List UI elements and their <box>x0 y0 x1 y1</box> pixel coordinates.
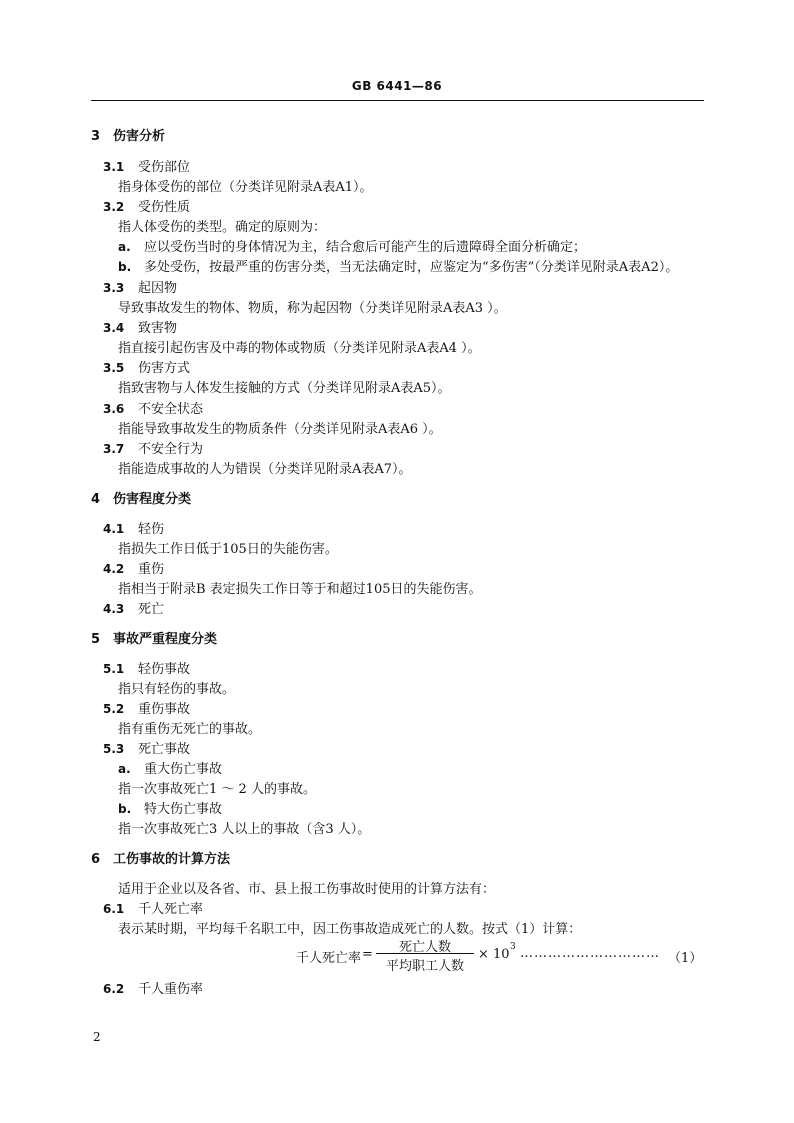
subsection-3-1-body: 指身体受伤的部位（分类详见附录A表A1）。 <box>118 180 373 195</box>
subsection-4-2-heading <box>103 558 164 577</box>
subsection-6-2-heading <box>103 978 203 997</box>
subsection-5-1-body: 指只有轻伤的事故。 <box>118 682 236 697</box>
subsection-title: 重伤事故 <box>138 702 191 717</box>
formula-leader-dots: ………………………… <box>520 946 660 961</box>
list-item-3-2-b <box>118 256 678 275</box>
formula-exponent: 3 <box>510 942 516 952</box>
subsection-number: 4.1 <box>103 522 125 536</box>
subsection-5-2-body: 指有重伤无死亡的事故。 <box>118 722 262 737</box>
subsection-title: 千人死亡率 <box>138 902 204 917</box>
subsection-title: 不安全行为 <box>138 442 204 457</box>
subsection-number: 6.1 <box>103 902 125 916</box>
section-number: 5 <box>91 632 101 647</box>
subsection-3-1-heading <box>103 156 190 175</box>
subsection-number: 3.3 <box>103 281 125 295</box>
subsection-4-3-heading <box>103 598 164 617</box>
list-item-label: b. <box>118 260 132 274</box>
subsection-title: 起因物 <box>138 281 178 296</box>
subsection-number: 4.3 <box>103 602 125 616</box>
subsection-title: 重伤 <box>138 562 165 577</box>
subsection-3-5-heading <box>103 357 190 376</box>
subsection-number: 3.5 <box>103 361 125 375</box>
list-item-5-3-a-body: 指一次事故死亡1 ～ 2 人的事故。 <box>118 782 316 797</box>
list-item-5-3-b-body: 指一次事故死亡3 人以上的事故（含3 人）。 <box>118 822 371 837</box>
list-item-text: 特大伤亡事故 <box>144 802 223 817</box>
subsection-number: 3.2 <box>103 200 125 214</box>
subsection-3-4-heading <box>103 317 177 336</box>
subsection-number: 6.2 <box>103 982 125 996</box>
subsection-title: 死亡事故 <box>138 742 191 757</box>
subsection-5-2-heading <box>103 698 190 717</box>
subsection-title: 轻伤事故 <box>138 662 191 677</box>
subsection-number: 5.2 <box>103 702 125 716</box>
list-item-5-3-b <box>118 798 222 817</box>
standard-code-header: GB 6441—86 <box>351 79 443 93</box>
subsection-3-7-heading <box>103 438 203 457</box>
subsection-number: 5.3 <box>103 742 125 756</box>
list-item-text: 多处受伤，按最严重的伤害分类，当无法确定时，应鉴定为“多伤害”（分类详见附录A表A2）。 <box>144 260 679 275</box>
formula-numerator: 死亡人数 <box>398 940 451 955</box>
formula-equals: = <box>362 947 373 962</box>
page-number: 2 <box>93 1030 101 1044</box>
subsection-title: 受伤部位 <box>138 160 191 175</box>
subsection-4-1-heading <box>103 518 164 537</box>
subsection-4-1-body: 指损失工作日低于105日的失能伤害。 <box>118 542 338 557</box>
subsection-number: 5.1 <box>103 662 125 676</box>
subsection-number: 4.2 <box>103 562 125 576</box>
subsection-3-6-heading <box>103 398 203 417</box>
section-title: 伤害程度分类 <box>113 492 192 507</box>
subsection-3-2-body: 指人体受伤的类型。确定的原则为： <box>118 220 327 235</box>
subsection-3-5-body: 指致害物与人体发生接触的方式（分类详见附录A表A5）。 <box>118 381 451 396</box>
formula-number: （1） <box>668 951 703 966</box>
subsection-title: 死亡 <box>138 602 165 617</box>
section-number: 6 <box>91 852 101 867</box>
section-number: 3 <box>91 129 101 144</box>
section-6-heading <box>91 848 230 867</box>
subsection-number: 3.4 <box>103 321 125 335</box>
list-item-5-3-a <box>118 758 222 777</box>
subsection-title: 不安全状态 <box>138 402 204 417</box>
list-item-label: a. <box>118 762 131 776</box>
section-title: 伤害分析 <box>113 129 166 144</box>
subsection-3-6-body: 指能导致事故发生的物质条件（分类详见附录A表A6 ）。 <box>118 422 442 437</box>
formula-lhs: 千人死亡率 <box>296 951 362 966</box>
subsection-number: 3.7 <box>103 442 125 456</box>
header-rule <box>91 100 704 101</box>
section-3-heading <box>91 125 165 144</box>
subsection-number: 3.6 <box>103 402 125 416</box>
subsection-3-7-body: 指能造成事故的人为错误（分类详见附录A表A7）。 <box>118 462 412 477</box>
section-5-heading <box>91 628 217 647</box>
subsection-5-1-heading <box>103 658 190 677</box>
subsection-3-2-heading <box>103 196 190 215</box>
subsection-title: 轻伤 <box>138 522 165 537</box>
section-title: 事故严重程度分类 <box>113 632 218 647</box>
subsection-4-2-body: 指相当于附录B 表定损失工作日等于和超过105日的失能伤害。 <box>118 582 482 597</box>
formula-multiplier: × 10 <box>478 947 510 962</box>
section-number: 4 <box>91 492 101 507</box>
fraction-bar <box>376 953 474 954</box>
subsection-title: 受伤性质 <box>138 200 191 215</box>
subsection-3-3-body: 导致事故发生的物体、物质，称为起因物（分类详见附录A表A3 ）。 <box>118 301 507 316</box>
section-4-heading <box>91 488 191 507</box>
subsection-title: 千人重伤率 <box>138 982 204 997</box>
subsection-5-3-heading <box>103 738 190 757</box>
section-title: 工伤事故的计算方法 <box>113 852 231 867</box>
subsection-title: 致害物 <box>138 321 178 336</box>
subsection-title: 伤害方式 <box>138 361 191 376</box>
list-item-label: b. <box>118 802 132 816</box>
list-item-label: a. <box>118 240 131 254</box>
subsection-number: 3.1 <box>103 160 125 174</box>
subsection-6-1-heading <box>103 898 203 917</box>
subsection-6-1-body: 表示某时期，平均每千名职工中，因工伤事故造成死亡的人数。按式（1）计算： <box>118 922 582 937</box>
list-item-text: 重大伤亡事故 <box>144 762 223 777</box>
list-item-3-2-a <box>118 236 586 255</box>
subsection-3-3-heading <box>103 277 177 296</box>
subsection-3-4-body: 指直接引起伤害及中毒的物体或物质（分类详见附录A表A4 ）。 <box>118 341 481 356</box>
section-6-body: 适用于企业以及各省、市、县上报工伤事故时使用的计算方法有： <box>118 882 496 897</box>
formula-denominator: 平均职工人数 <box>385 959 464 974</box>
list-item-text: 应以受伤当时的身体情况为主，结合愈后可能产生的后遗障碍全面分析确定； <box>144 240 587 255</box>
